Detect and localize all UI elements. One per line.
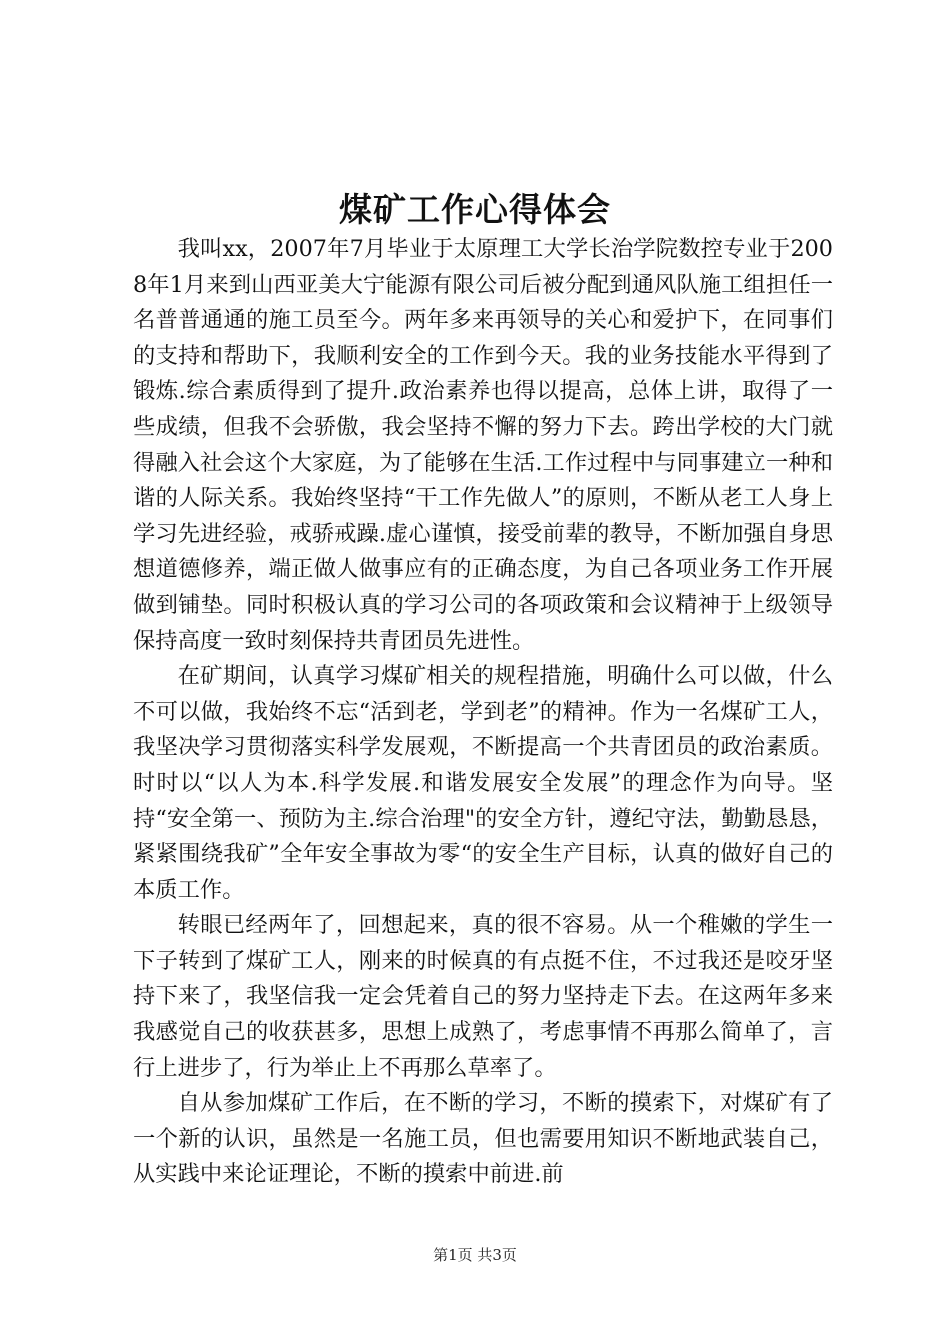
paragraph-2: 在矿期间，认真学习煤矿相关的规程措施，明确什么可以做，什么不可以做，我始终不忘“活到老，学到老”的精神。作为一名煤矿工人，我坚决学习贯彻落实科学发展观，不断提高一个共青团员的政治素质。时时以“以人为本.科学发展.和谐发展安全发展”的理念作为向导。坚持“安全第一、预防为主.综合治理"的安全方针，遵纪守法，勤勤恳恳，紧紧围绕我矿”全年安全事故为零“的安全生产目标，认真的做好自己的本质工作。 <box>133 663 833 903</box>
page-number-footer: 第1页 共3页 <box>433 1246 517 1264</box>
paragraph-3: 转眼已经两年了，回想起来，真的很不容易。从一个稚嫩的学生一下子转到了煤矿工人，刚来的时候真的有点挺不住，不过我还是咬牙坚持下来了，我坚信我一定会凭着自己的努力坚持走下去。在这两年多来我感觉自己的收获甚多，思想上成熟了，考虑事情不再那么简单了，言行上进步了，行为举止上不再那么草率了。 <box>133 912 833 1081</box>
document-title: 煤矿工作心得体会 <box>339 190 611 229</box>
paragraph-4: 自从参加煤矿工作后，在不断的学习，不断的摸索下，对煤矿有了一个新的认识，虽然是一名施工员，但也需要用知识不断地武装自己，从实践中来论证理论，不断的摸索中前进.前 <box>133 1090 833 1188</box>
document-body <box>133 232 833 1193</box>
paragraph-1: 我叫xx，2007年7月毕业于太原理工大学长治学院数控专业于2008年1月来到山西亚美大宁能源有限公司后被分配到通风队施工组担任一名普普通通的施工员至今。两年多来再领导的关心和爱护下，在同事们的支持和帮助下，我顺利安全的工作到今天。我的业务技能水平得到了锻炼.综合素质得到了提升.政治素养也得以提高，总体上讲，取得了一些成绩，但我不会骄傲，我会坚持不懈的努力下去。跨出学校的大门就得融入社会这个大家庭，为了能够在生活.工作过程中与同事建立一种和谐的人际关系。我始终坚持“干工作先做人”的原则，不断从老工人身上学习先进经验，戒骄戒躁.虚心谨慎，接受前辈的教导，不断加强自身思想道德修养，端正做人做事应有的正确态度，为自己各项业务工作开展做到铺垫。同时积极认真的学习公司的各项政策和会议精神于上级领导保持高度一致时刻保持共青团员先进性。 <box>133 236 833 654</box>
